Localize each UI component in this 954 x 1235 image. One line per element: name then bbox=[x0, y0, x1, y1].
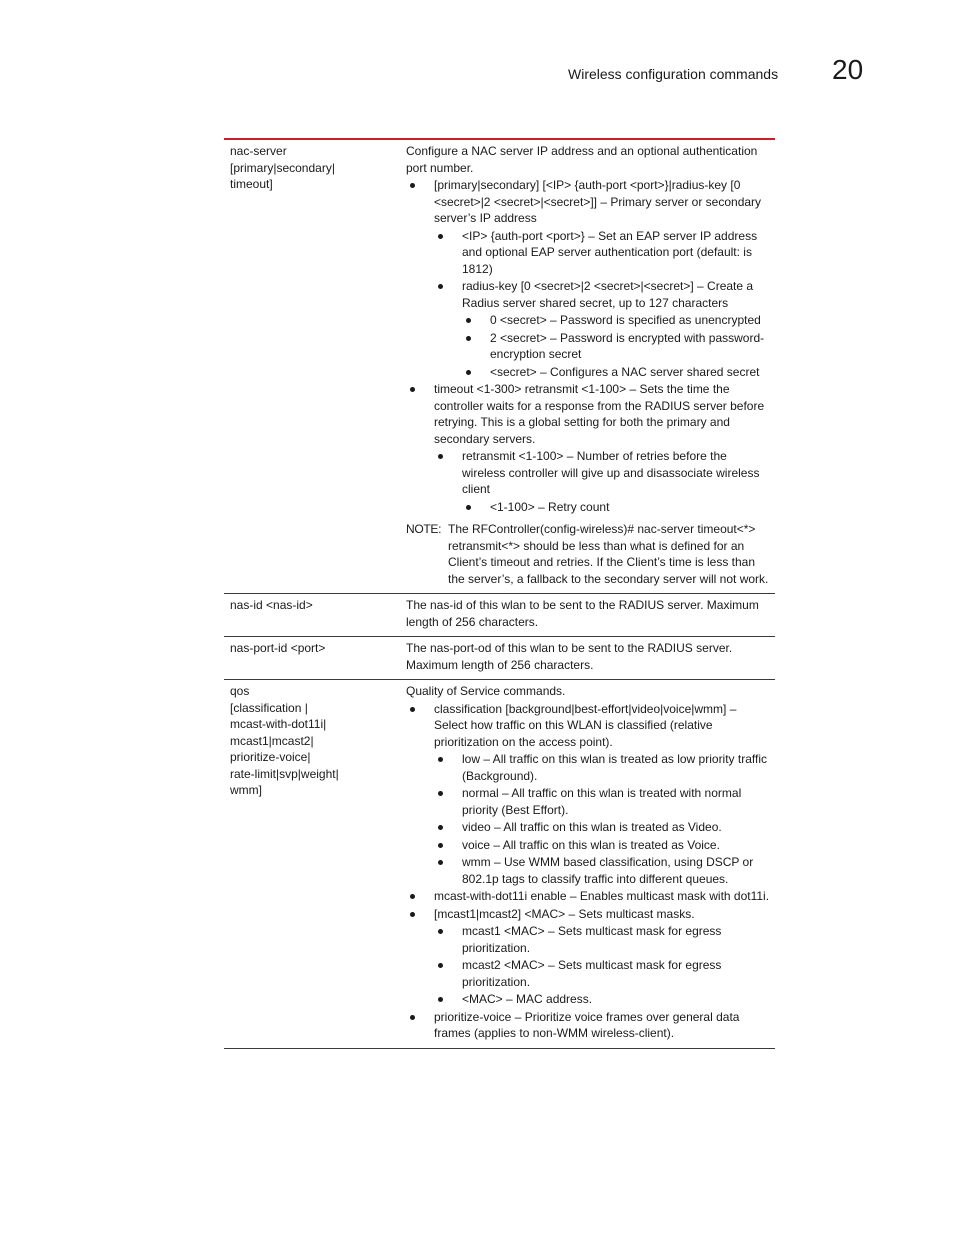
description-cell bbox=[396, 637, 775, 680]
list-item-text: normal – All traffic on this wlan is treated with normal priority (Best Effort). bbox=[462, 786, 742, 817]
list-item-text: low – All traffic on this wlan is treated as low priority traffic (Background). bbox=[462, 752, 768, 783]
list-item bbox=[406, 1009, 771, 1042]
list-item-text: <MAC> – MAC address. bbox=[462, 992, 593, 1006]
command-syntax: qos [classification | mcast-with-dot11i| mcast1|mcast2| prioritize-voice| rate-limit|svp|weight| wmm] bbox=[230, 684, 339, 797]
list-item bbox=[406, 906, 771, 1008]
command-reference-table bbox=[224, 138, 775, 1049]
list-item bbox=[434, 957, 771, 990]
sub-bullet-list bbox=[434, 228, 771, 381]
bullet-icon bbox=[438, 234, 443, 239]
list-item bbox=[434, 854, 771, 887]
bullet-icon bbox=[438, 929, 443, 934]
list-item bbox=[434, 923, 771, 956]
list-item bbox=[406, 381, 771, 515]
list-item-text: wmm – Use WMM based classification, using DSCP or 802.1p tags to classify traffic into different queues. bbox=[462, 855, 754, 886]
list-item-text: <IP> {auth-port <port>} – Set an EAP server IP address and optional EAP server authentication port (default: is 1812) bbox=[462, 228, 758, 276]
list-item-text: radius-key [0 <secret>|2 <secret>|<secret>] – Create a Radius server shared secret, up to 127 characters bbox=[462, 279, 754, 310]
list-item-text: <1-100> – Retry count bbox=[490, 499, 610, 514]
list-item bbox=[406, 177, 771, 380]
table-row bbox=[224, 139, 775, 594]
list-item-text: classification [background|best-effort|video|voice|wmm] – Select how traffic on this WLAN is classified (relative prioritization on the access point). bbox=[434, 701, 737, 749]
description-cell bbox=[396, 139, 775, 594]
list-item bbox=[434, 448, 771, 515]
list-item-text: mcast1 <MAC> – Sets multicast mask for egress prioritization. bbox=[462, 924, 722, 955]
bullet-icon bbox=[410, 894, 415, 899]
running-header-title: Wireless configuration commands bbox=[568, 66, 779, 82]
list-item bbox=[462, 330, 771, 363]
bullet-icon bbox=[438, 454, 443, 459]
bullet-icon bbox=[410, 1015, 415, 1020]
note-text: The RFController(config-wireless)# nac-server timeout<*> retransmit<*> should be less than what is defined for an Client’s timeout and retries. If the Client’s time is less than the server’s, a fallback to the secondary server will not work. bbox=[448, 522, 769, 586]
table-row bbox=[224, 637, 775, 680]
sub-bullet-list bbox=[434, 448, 771, 515]
table-row bbox=[224, 680, 775, 1049]
list-item bbox=[434, 228, 771, 278]
bullet-icon bbox=[438, 825, 443, 830]
list-item bbox=[462, 312, 771, 329]
list-item bbox=[434, 278, 771, 380]
bullet-icon bbox=[410, 387, 415, 392]
sub-bullet-list bbox=[462, 312, 771, 380]
list-item-text: mcast-with-dot11i enable – Enables multicast mask with dot11i. bbox=[434, 889, 770, 903]
chapter-number: 20 bbox=[832, 54, 864, 85]
command-cell bbox=[224, 637, 396, 680]
command-syntax: nac-server [primary|secondary| timeout] bbox=[230, 144, 335, 191]
bullet-icon bbox=[466, 336, 471, 341]
bullet-icon bbox=[466, 318, 471, 323]
description-text: The nas-port-od of this wlan to be sent to the RADIUS server. Maximum length of 256 characters. bbox=[406, 641, 733, 672]
sub-bullet-list bbox=[434, 751, 771, 887]
description-cell bbox=[396, 594, 775, 637]
list-item bbox=[434, 991, 771, 1008]
sub-bullet-list bbox=[434, 923, 771, 1008]
command-cell bbox=[224, 594, 396, 637]
note-label: NOTE: bbox=[406, 522, 442, 536]
list-item bbox=[434, 819, 771, 836]
list-item-text: timeout <1-300> retransmit <1-100> – Sets the time the controller waits for a response from the RADIUS server before retrying. This is a global setting for both the primary and secondary servers. bbox=[434, 382, 765, 446]
description-text: The nas-id of this wlan to be sent to the RADIUS server. Maximum length of 256 characters. bbox=[406, 598, 759, 629]
command-syntax: nas-port-id <port> bbox=[230, 641, 326, 655]
bullet-icon bbox=[410, 912, 415, 917]
bullet-icon bbox=[438, 791, 443, 796]
bullet-icon bbox=[438, 284, 443, 289]
list-item-text: 2 <secret> – Password is encrypted with password-encryption secret bbox=[490, 330, 765, 361]
bullet-icon bbox=[438, 843, 443, 848]
list-item-text: [mcast1|mcast2] <MAC> – Sets multicast masks. bbox=[434, 906, 695, 921]
description-text: Quality of Service commands. bbox=[406, 684, 566, 698]
command-cell bbox=[224, 680, 396, 1049]
bullet-icon bbox=[438, 963, 443, 968]
list-item-text: prioritize-voice – Prioritize voice frames over general data frames (applies to non-WMM wireless-client). bbox=[434, 1009, 740, 1040]
bullet-icon bbox=[466, 370, 471, 375]
list-item-text: 0 <secret> – Password is specified as unencrypted bbox=[490, 313, 761, 327]
list-item-text: retransmit <1-100> – Number of retries before the wireless controller will give up and disassociate wireless client bbox=[462, 449, 760, 496]
table-row bbox=[224, 594, 775, 637]
bullet-icon bbox=[410, 707, 415, 712]
note-block bbox=[406, 521, 771, 587]
command-cell bbox=[224, 139, 396, 594]
bullet-icon bbox=[438, 757, 443, 762]
list-item bbox=[434, 751, 771, 784]
list-item bbox=[434, 837, 771, 854]
command-syntax: nas-id <nas-id> bbox=[230, 598, 313, 612]
description-cell bbox=[396, 680, 775, 1049]
list-item-text: voice – All traffic on this wlan is treated as Voice. bbox=[462, 837, 720, 852]
bullet-list bbox=[406, 177, 771, 515]
list-item bbox=[462, 364, 771, 381]
bullet-icon bbox=[466, 505, 471, 510]
bullet-list bbox=[406, 701, 771, 1042]
list-item-text: video – All traffic on this wlan is treated as Video. bbox=[462, 820, 722, 834]
bullet-icon bbox=[410, 183, 415, 188]
list-item-text: [primary|secondary] [<IP> {auth-port <port>}|radius-key [0 <secret>|2 <secret>|<secret>]] – Primary server or secondary server’s IP address bbox=[434, 178, 762, 225]
description-text: Configure a NAC server IP address and an optional authentication port number. bbox=[406, 144, 758, 175]
list-item-text: mcast2 <MAC> – Sets multicast mask for egress prioritization. bbox=[462, 958, 722, 989]
list-item bbox=[434, 785, 771, 818]
list-item bbox=[462, 499, 771, 516]
list-item bbox=[406, 701, 771, 888]
bullet-icon bbox=[438, 997, 443, 1002]
list-item bbox=[406, 888, 771, 905]
bullet-icon bbox=[438, 860, 443, 865]
list-item-text: <secret> – Configures a NAC server shared secret bbox=[490, 364, 760, 379]
sub-bullet-list bbox=[462, 499, 771, 516]
